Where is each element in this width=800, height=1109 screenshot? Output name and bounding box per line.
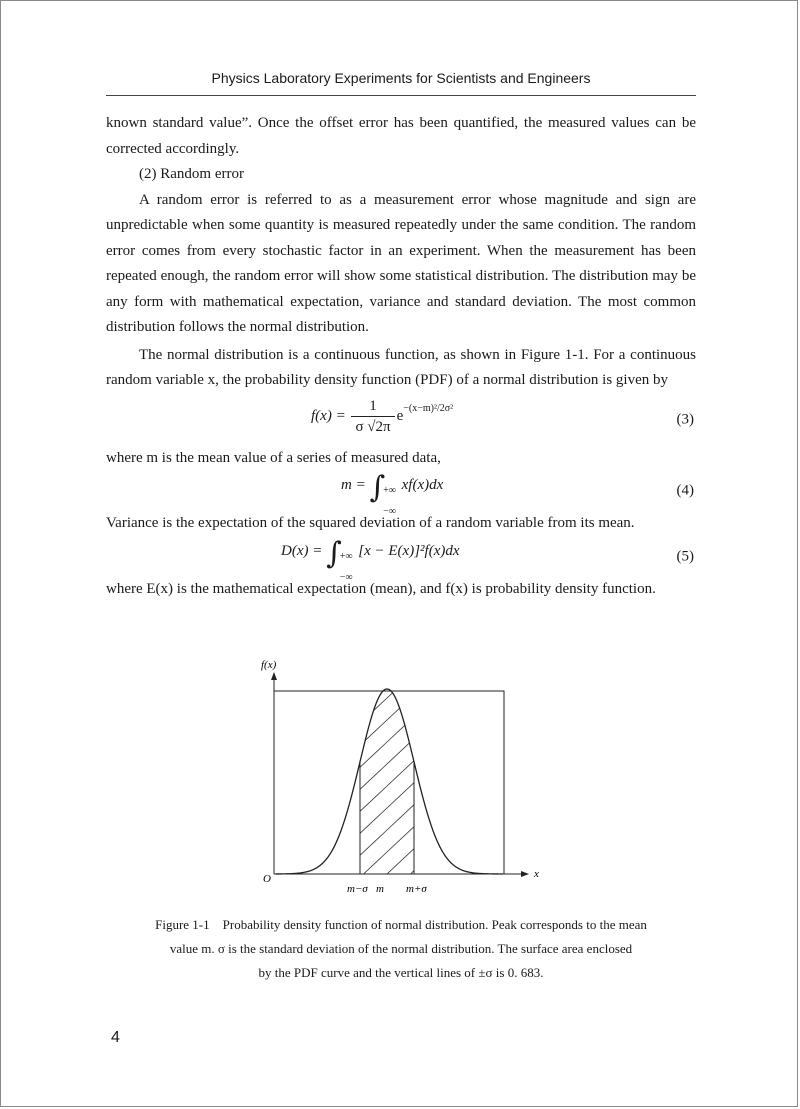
running-header: Physics Laboratory Experiments for Scientists and Engineers bbox=[106, 67, 696, 96]
eq4-integral-sign: ∫ bbox=[369, 470, 386, 505]
equation-5 bbox=[106, 535, 696, 583]
normal-distribution-figure bbox=[251, 656, 551, 906]
eq5-lhs: D(x) = bbox=[281, 542, 323, 559]
section-heading-random-error: (2) Random error bbox=[139, 166, 244, 182]
equation-4-number: (4) bbox=[676, 482, 694, 499]
paragraph-random-error: A random error is referred to as a measurement error whose magnitude and sign are unpredictable when some quantity is measured repeatedly under the same condition. The random error comes from every stochastic factor in an experiment. When the measurement has been repeated enough, the random error will show some statistical distribution. The distribution may be any form with mathematical expectation, variance and standard deviation. The most common distribution follows the normal distribution. bbox=[106, 191, 696, 335]
tick-m: m bbox=[376, 883, 384, 895]
eq5-upper: +∞ bbox=[339, 550, 353, 562]
caption-line-2: value m. σ is the standard deviation of the normal distribution. The surface area enclosed bbox=[169, 941, 633, 956]
eq4-integrand: xf(x)dx bbox=[401, 477, 444, 493]
equation-3-body bbox=[311, 396, 453, 437]
eq4-limits bbox=[383, 485, 396, 517]
paragraph-mean: where m is the mean value of a series of measured data, bbox=[106, 449, 441, 466]
pdf-curve bbox=[276, 689, 503, 874]
eq3-fraction bbox=[351, 396, 394, 437]
y-axis-label: f(x) bbox=[261, 659, 277, 671]
x-axis-label: x bbox=[534, 868, 539, 880]
x-axis-arrow bbox=[521, 871, 529, 877]
equation-4-body bbox=[341, 470, 444, 517]
hatch-line bbox=[355, 656, 419, 684]
hatch-line bbox=[355, 822, 419, 882]
eq4-lower: −∞ bbox=[383, 506, 396, 517]
hatch-line bbox=[355, 656, 419, 662]
equation-5-body bbox=[281, 535, 460, 583]
eq5-integrand: [x − E(x)]²f(x)dx bbox=[358, 542, 460, 559]
eq3-denominator: σ √2π bbox=[351, 416, 394, 437]
hatch-line bbox=[355, 800, 419, 860]
origin-label: O bbox=[263, 873, 271, 885]
hatch-line bbox=[355, 756, 419, 816]
hatch-line bbox=[355, 668, 419, 728]
caption-line-1: Figure 1-1 Probability density function of normal distribution. Peak corresponds to the mean bbox=[155, 917, 647, 932]
eq5-integral-sign: ∫ bbox=[326, 535, 342, 571]
eq3-base: e bbox=[396, 407, 404, 424]
caption-line-3: by the PDF curve and the vertical lines of ±σ is 0. 683. bbox=[258, 965, 544, 980]
paragraph-variance: Variance is the expectation of the squared deviation of a random variable from its mean. bbox=[106, 515, 635, 531]
equation-4 bbox=[106, 470, 696, 517]
eq5-lower: −∞ bbox=[339, 571, 353, 583]
sigma-band-hatching bbox=[355, 656, 419, 906]
hatch-line bbox=[355, 778, 419, 838]
equation-3-number: (3) bbox=[676, 410, 694, 427]
eq5-limits bbox=[340, 551, 353, 583]
tick-m-plus-sigma: m+σ bbox=[406, 883, 427, 895]
figure-caption bbox=[111, 913, 691, 985]
page-number: 4 bbox=[111, 1029, 120, 1046]
eq3-exponent: −(x−m)²/2σ² bbox=[403, 402, 454, 414]
paragraph-offset-error: known standard value”. Once the offset error has been quantified, the measured values can be corrected accordingly. bbox=[106, 115, 696, 157]
paragraph-expectation: where E(x) is the mathematical expectation (mean), and f(x) is probability density function. bbox=[106, 580, 656, 597]
eq4-lhs: m = bbox=[341, 477, 366, 493]
eq4-upper: +∞ bbox=[383, 485, 396, 496]
equation-5-number: (5) bbox=[676, 547, 694, 564]
tick-m-minus-sigma: m−σ bbox=[347, 883, 368, 895]
equation-3 bbox=[106, 394, 696, 446]
eq3-lhs: f(x) = bbox=[311, 407, 346, 424]
paragraph-normal-distribution: The normal distribution is a continuous function, as shown in Figure 1-1. For a continuous random variable x, the probability density function (PDF) of a normal distribution is given by bbox=[106, 346, 696, 388]
eq3-numerator: 1 bbox=[369, 397, 377, 414]
body-text bbox=[106, 111, 696, 602]
y-axis-arrow bbox=[271, 672, 277, 680]
